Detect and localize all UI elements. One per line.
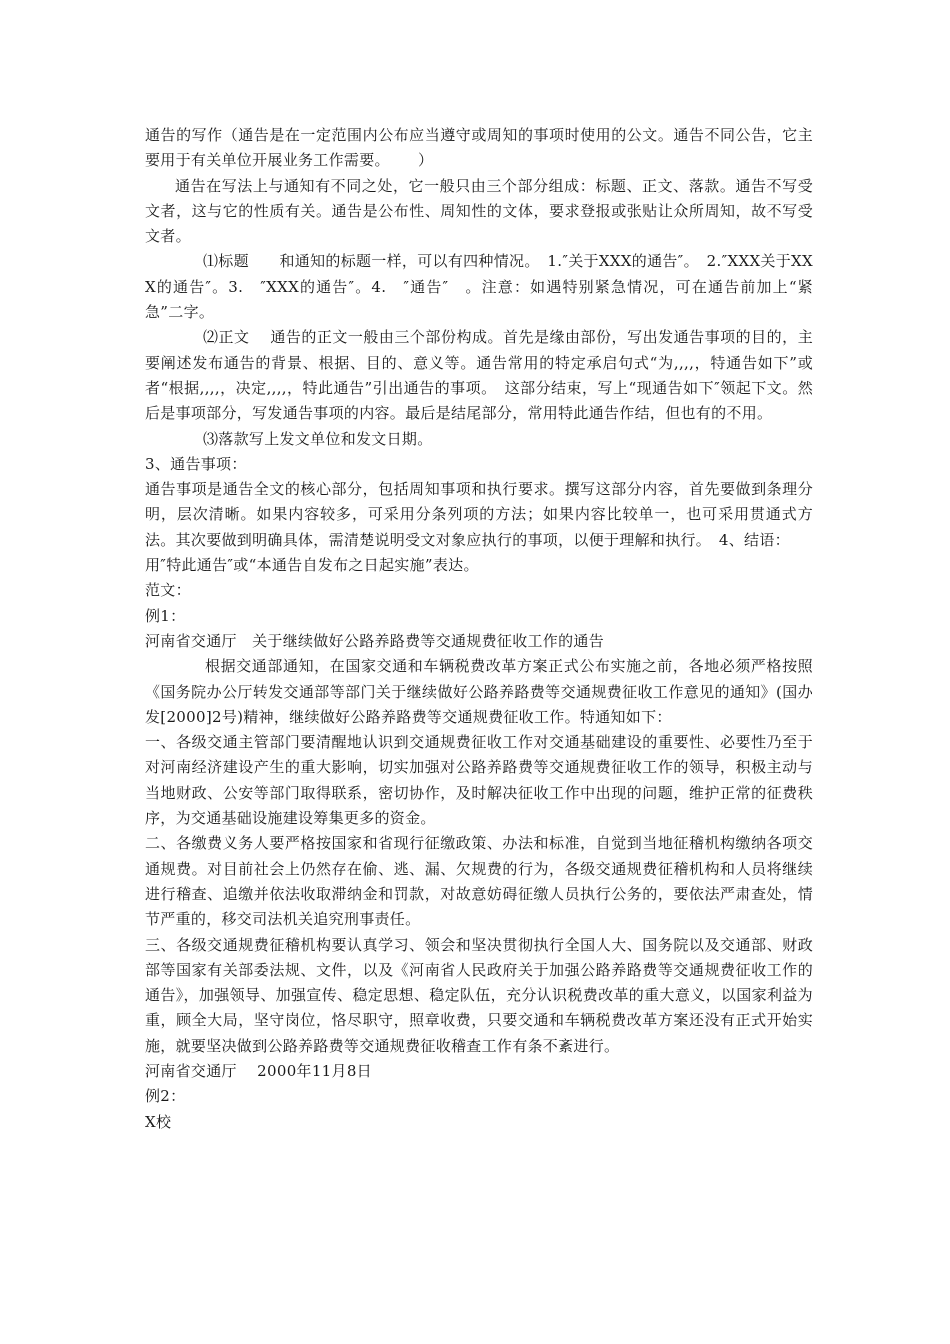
example-1-item-2: 二、各缴费义务人要严格按国家和省现行征缴政策、办法和标准，自觉到当地征稽机构缴纳各项交通规费。对目前社会上仍然存在偷、逃、漏、欠规费的行为，各级交通规费征稽机构和人员将继续进行稽查、追缴并依法收取滞纳金和罚款，对故意妨碍征缴人员执行公务的，要依法严肃查处，情节严重的，移交司法机关追究刑事责任。	[145, 834, 813, 929]
conclusion-paragraph: 用″特此通告″或“本通告自发布之日起实施”表达。	[145, 556, 479, 575]
intro-heading: 通告的写作（通告是在一定范围内公布应当遵守或周知的事项时使用的公文。通告不同公告，它主要用于有关单位开展业务工作需要。 ）	[145, 126, 813, 170]
example-2-title: X校	[145, 1112, 172, 1131]
title-section-paragraph: ⑴标题 和通知的标题一样，可以有四种情况。 1.″关于XXX的通告″。 2.″XXX关于XXX的通告″。3. ″XXX的通告″。4. ″通告″ 。注意：如遇特别紧急情况，可在通告前加上“紧急”二字。	[145, 252, 813, 322]
signature-section-paragraph: ⑶落款写上发文单位和发文日期。	[203, 429, 433, 448]
section-3-paragraph: 通告事项是通告全文的核心部分，包括周知事项和执行要求。撰写这部分内容，首先要做到条理分明，层次清晰。如果内容较多，可采用分条列项的方法；如果内容比较单一，也可采用贯通式方法。其次要做到明确具体，需清楚说明受文对象应执行的事项，以便于理解和执行。 4、结语：	[145, 480, 813, 549]
sample-heading: 范文：	[145, 581, 191, 600]
section-3-heading: 3、通告事项：	[145, 454, 247, 473]
intro-paragraph: 通告在写法上与通知有不同之处，它一般只由三个部分组成：标题、正文、落款。通告不写受文者，这与它的性质有关。通告是公布性、周知性的文体，要求登报或张贴让众所周知，故不写受文者。	[145, 176, 813, 246]
example-1-item-3: 三、各级交通规费征稽机构要认真学习、领会和坚决贯彻执行全国人大、国务院以及交通部、财政部等国家有关部委法规、文件，以及《河南省人民政府关于加强公路养路费等交通规费征收工作的通告》，加强领导、加强宣传、稳定思想、稳定队伍，充分认识税费改革的重大意义，以国家利益为重，顾全大局，坚守岗位，恪尽职守，照章收费，只要交通和车辆税费改革方案还没有正式开始实施，就要坚决做到公路养路费等交通规费征收稽查工作有条不紊进行。	[145, 935, 813, 1055]
example-1-label: 例1：	[145, 606, 186, 625]
document-page	[145, 123, 813, 1135]
example-1-item-1: 一、各级交通主管部门要清醒地认识到交通规费征收工作对交通基础建设的重要性、必要性乃至于对河南经济建设产生的重大影响，切实加强对公路养路费等交通规费征收工作的领导，积极主动与当地财政、公安等部门取得联系，密切协作，及时解决征收工作中出现的问题，维护正常的征费秩序，为交通基础设施建设筹集更多的资金。	[145, 733, 813, 828]
example-1-intro: 根据交通部通知，在国家交通和车辆税费改革方案正式公布实施之前，各地必须严格按照《国务院办公厅转发交通部等部门关于继续做好公路养路费等交通规费征收工作意见的通知》(国办发[2000]2号)精神，继续做好公路养路费等交通规费征收工作。特通知如下：	[145, 657, 813, 726]
example-1-title: 河南省交通厅 关于继续做好公路养路费等交通规费征收工作的通告	[145, 631, 605, 650]
example-1-signature: 河南省交通厅 2000年11月8日	[145, 1061, 372, 1080]
body-section-paragraph: ⑵正文 通告的正文一般由三个部份构成。首先是缘由部份，写出发通告事项的目的，主要阐述发布通告的背景、根据、目的、意义等。通告常用的特定承启句式“为,,,,，特通告如下”或者“根据,,,,，决定,,,,，特此通告”引出通告的事项。 这部分结束，写上“现通告如下″领起下文。然后是事项部分，写发通告事项的内容。最后是结尾部分，常用特此通告作结，但也有的不用。	[145, 328, 813, 423]
example-2-label: 例2：	[145, 1087, 186, 1106]
